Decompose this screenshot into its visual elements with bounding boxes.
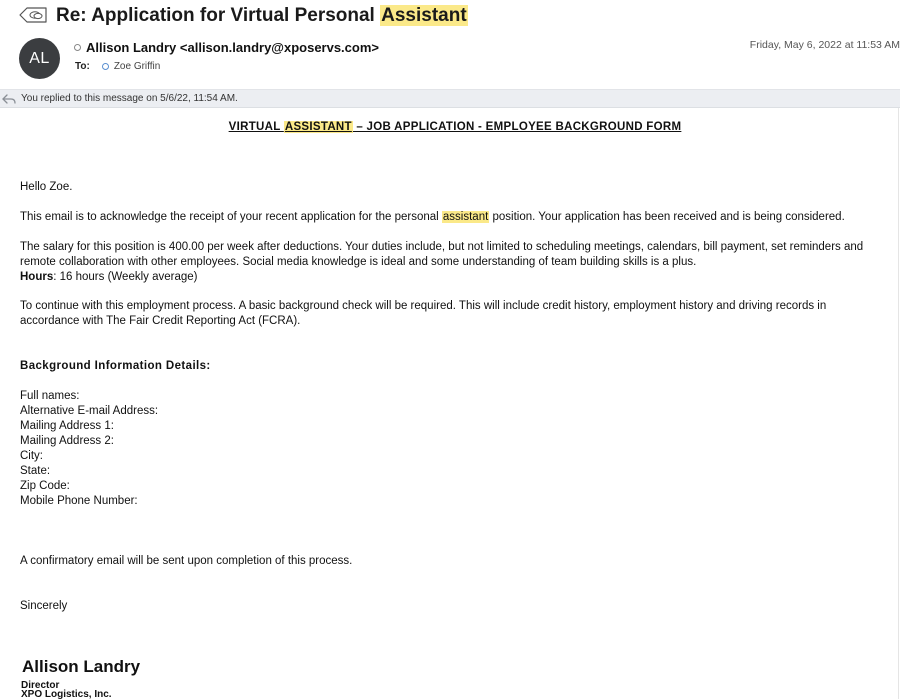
replied-notice-bar [0,89,900,108]
signature-company: XPO Logistics, Inc. [21,689,112,700]
field-zip-code: Zip Code: [20,480,70,492]
signature-title-block [21,681,112,699]
ack-text-post: position. Your application has been received and is being considered. [489,211,845,223]
field-alt-email: Alternative E-mail Address: [20,405,159,417]
conversation-thread-icon[interactable] [17,6,49,24]
sender-row [74,40,379,55]
greeting: Hello Zoe. [20,181,73,193]
form-fields [20,389,870,509]
signature-title: Director [21,680,60,691]
avatar: AL [19,38,60,79]
field-mobile-phone: Mobile Phone Number: [20,495,138,507]
subject-highlight: Assistant [381,5,467,26]
section-heading: Background Information Details: [20,360,211,372]
form-title-pre: VIRTUAL [228,121,284,133]
subject-bar [0,0,900,34]
confirmation-paragraph: A confirmatory email will be sent upon completion of this process. [20,555,353,567]
email-date: Friday, May 6, 2022 at 11:53 AM [749,39,900,51]
email-subject [56,5,468,27]
subject-text: Re: Application for Virtual Personal [56,5,381,26]
recipient-status-dot-icon [102,63,109,70]
form-title [20,120,890,135]
ack-highlight: assistant [442,211,489,223]
ack-text-pre: This email is to acknowledge the receipt of your recent application for the personal [20,211,442,223]
continue-paragraph: To continue with this employment process. A basic background check will be required. This will include credit history, employment history and driving records in accordance with The Fair Credit Reporting Act (FCRA). [20,300,827,327]
field-mailing-address-1: Mailing Address 1: [20,420,114,432]
replied-notice-text[interactable]: You replied to this message on 5/6/22, 11:54 AM. [21,93,238,104]
recipient-name[interactable]: Zoe Griffin [113,61,161,72]
acknowledgement-paragraph [20,210,870,225]
reply-arrow-icon [2,93,16,105]
field-state: State: [20,465,51,477]
form-title-highlight: ASSISTANT [284,121,352,133]
form-title-post: – JOB APPLICATION - EMPLOYEE BACKGROUND FORM [352,121,682,133]
to-label: To: [75,61,90,72]
signature-name: Allison Landry [22,657,141,676]
field-city: City: [20,450,43,462]
status-dot-icon [74,44,81,51]
recipient-row [75,61,160,72]
closing: Sincerely [20,600,68,612]
hours-value: : 16 hours (Weekly average) [53,271,198,283]
salary-paragraph [20,240,870,285]
field-full-names: Full names: [20,390,80,402]
sender-address[interactable]: Allison Landry <allison.landry@xposervs.com> [86,40,379,55]
scrollbar[interactable] [898,108,899,699]
field-mailing-address-2: Mailing Address 2: [20,435,114,447]
salary-text: The salary for this position is 400.00 per week after deductions. Your duties include, but not limited to scheduling meetings, calendars, bill payment, set reminders and remote collaboration with other employees. Social media knowledge is ideal and some understanding of team building skills is a plus. [20,241,864,268]
hours-label: Hours [20,271,54,283]
